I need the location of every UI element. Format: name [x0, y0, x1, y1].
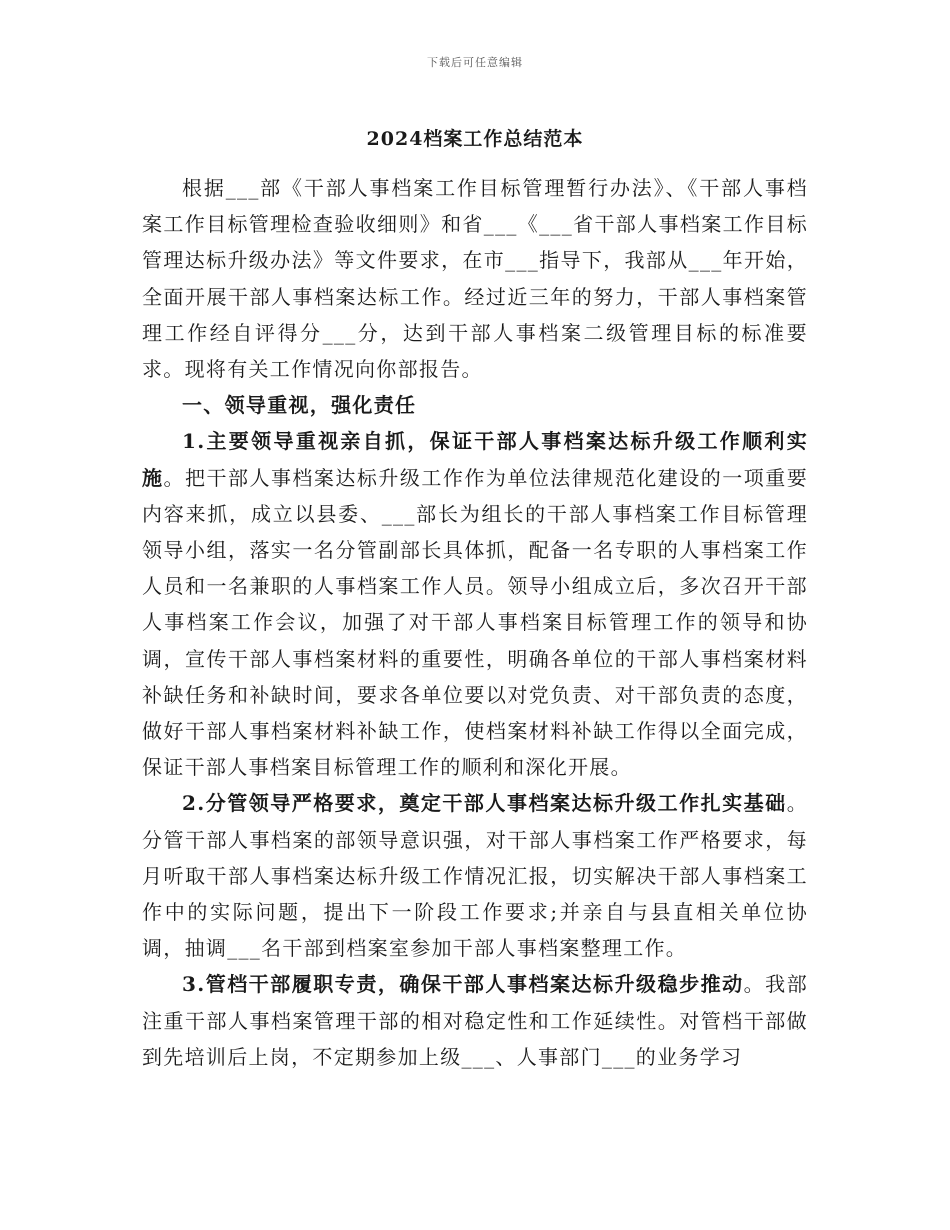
item-3-paragraph	[142, 966, 808, 1075]
item-2-paragraph	[142, 785, 808, 966]
item-1-body: 。把干部人事档案达标升级工作作为单位法律规范化建设的一项重要内容来抓，成立以县委、___部长为组长的干部人事档案工作目标管理领导小组，落实一名分管副部长具体抓，配备一名专职的人事档案工作人员和一名兼职的人事档案工作人员。领导小组成立后，多次召开干部人事档案工作会议，加强了对干部人事档案目标管理工作的领导和协调，宣传干部人事档案材料的重要性，明确各单位的干部人事档案材料补缺任务和补缺时间，要求各单位要以对党负责、对干部负责的态度，做好干部人事档案材料补缺工作，使档案材料补缺工作得以全面完成，保证干部人事档案目标管理工作的顺利和深化开展。	[142, 465, 808, 780]
item-1-lead: 1.主要领导重视亲自抓，保证干部人事档案达标升级工作顺利实施	[142, 429, 808, 490]
document-title: 2024档案工作总结范本	[366, 128, 584, 150]
item-3-body: 。我部注重干部人事档案管理干部的相对稳定性和工作延续性。对管档干部做到先培训后上岗，不定期参加上级___、人事部门___的业务学习	[142, 972, 808, 1069]
item-2-lead: 2.分管领导严格要求，奠定干部人事档案达标升级工作扎实基础	[182, 791, 787, 816]
item-3-lead: 3.管档干部履职专责，确保干部人事档案达标升级稳步推动	[182, 972, 744, 997]
section-heading: 一、领导重视，强化责任	[182, 393, 417, 418]
intro-paragraph: 根据___部《干部人事档案工作目标管理暂行办法》、《干部人事档案工作目标管理检查验收细则》和省___《___省干部人事档案工作目标管理达标升级办法》等文件要求，在市___指导下，我部从___年开始，全面开展干部人事档案达标工作。经过近三年的努力，干部人事档案管理工作经自评得分___分，达到干部人事档案二级管理目标的标准要求。现将有关工作情况向你部报告。	[142, 176, 808, 382]
item-2-body: 。分管干部人事档案的部领导意识强，对干部人事档案工作严格要求，每月听取干部人事档案达标升级工作情况汇报，切实解决干部人事档案工作中的实际问题，提出下一阶段工作要求;并亲自与县直相关单位协调，抽调___名干部到档案室参加干部人事档案整理工作。	[142, 791, 808, 961]
item-1-paragraph	[142, 423, 808, 785]
header-note: 下载后可任意编辑	[427, 56, 523, 69]
document-body	[142, 170, 808, 1075]
